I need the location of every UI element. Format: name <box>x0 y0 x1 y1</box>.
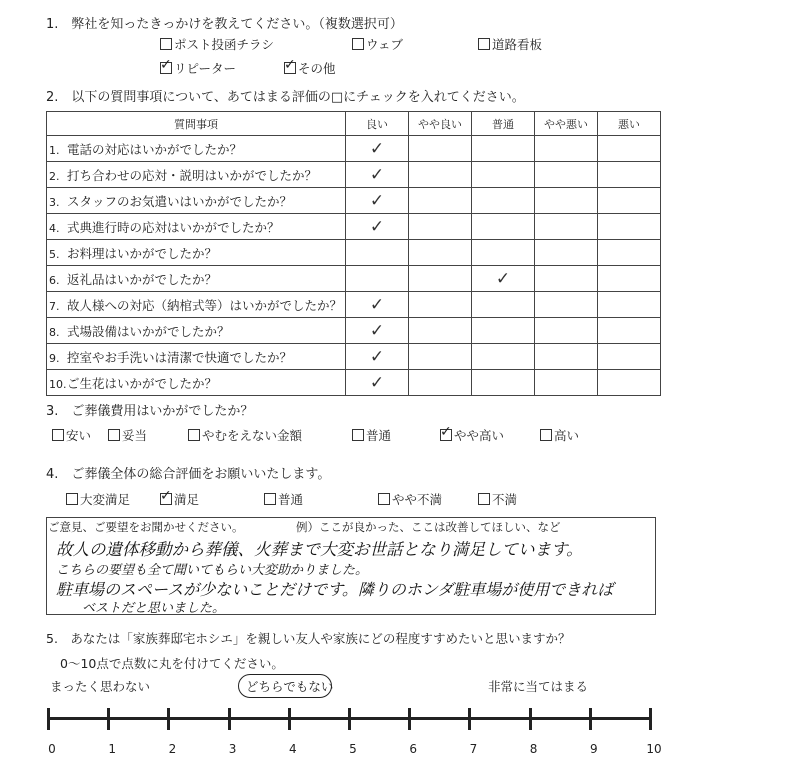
check-mark-icon: ✓ <box>284 57 296 73</box>
rating-table <box>46 111 661 396</box>
check-mark-icon: ✓ <box>369 294 385 315</box>
table-row <box>47 318 661 344</box>
question-number: 2. <box>49 169 60 183</box>
q1-option-other[interactable] <box>284 59 336 77</box>
question-cell <box>47 370 346 396</box>
scale-tick-label[interactable]: 1 <box>108 742 117 756</box>
rating-cell[interactable] <box>409 266 472 292</box>
scale-tick <box>529 708 532 730</box>
q3-option-cheap[interactable] <box>52 426 91 444</box>
scale-right-label: 非常に当てはまる <box>488 679 589 694</box>
scale-left-label: まったく思わない <box>50 679 151 694</box>
question-cell <box>47 266 346 292</box>
check-mark-icon: ✓ <box>160 57 172 73</box>
rating-cell[interactable] <box>472 240 535 266</box>
comment-line-3: 駐車場のスペースが少ないことだけです。隣りのホンダ駐車場が使用できれば <box>56 580 614 599</box>
question-cell <box>47 162 346 188</box>
rating-cell[interactable] <box>535 162 598 188</box>
question-text: お料理はいかがでしたか？ <box>67 245 218 261</box>
comment-line-4: ベストだと思いました。 <box>82 601 226 616</box>
rating-cell[interactable] <box>346 266 409 292</box>
option-label: 満足 <box>174 492 200 507</box>
question-cell <box>47 318 346 344</box>
checkbox[interactable] <box>108 429 120 441</box>
question-cell <box>47 292 346 318</box>
option-label: 道路看板 <box>492 37 543 52</box>
q1-option-web[interactable] <box>352 35 403 53</box>
rating-cell[interactable] <box>535 188 598 214</box>
checkbox-checked[interactable] <box>284 57 296 74</box>
scale-tick <box>167 708 170 730</box>
rating-cell[interactable] <box>598 344 661 370</box>
option-label: やや高い <box>454 428 505 443</box>
table-row <box>47 292 661 318</box>
checkbox-checked[interactable] <box>440 424 452 441</box>
q1-title: 1. 弊社を知ったきっかけを教えてください。（複数選択可） <box>46 17 403 32</box>
scale-tick-label[interactable]: 2 <box>168 742 177 756</box>
rating-cell[interactable] <box>598 266 661 292</box>
scale-tick <box>107 708 110 730</box>
checkbox[interactable] <box>188 429 200 441</box>
check-mark-icon: ✓ <box>369 320 385 341</box>
rating-cell[interactable] <box>535 318 598 344</box>
question-number: 7. <box>49 299 60 313</box>
header-question: 質問事項 <box>47 112 346 136</box>
rating-cell[interactable] <box>409 318 472 344</box>
scale-tick <box>649 708 652 730</box>
option-label: 普通 <box>278 492 304 507</box>
q1-option-billboard[interactable] <box>478 35 542 53</box>
table-row <box>47 188 661 214</box>
rating-cell[interactable] <box>472 318 535 344</box>
rating-cell[interactable] <box>535 370 598 396</box>
scale-tick-label[interactable]: 3 <box>228 742 237 756</box>
question-number: 4. <box>49 221 60 235</box>
question-text: 電話の対応はいかがでしたか？ <box>67 141 243 157</box>
rating-cell[interactable] <box>409 136 472 162</box>
checkbox[interactable] <box>378 493 390 505</box>
check-mark-icon: ✓ <box>369 164 385 185</box>
rating-cell[interactable] <box>598 188 661 214</box>
comment-prompt: ご意見、ご要望をお聞かせください。 <box>48 520 244 534</box>
option-label: やむをえない金額 <box>202 428 303 443</box>
rating-cell[interactable] <box>346 370 409 396</box>
rating-cell[interactable] <box>346 214 409 240</box>
q5-title: 5. あなたは「家族葬邸宅ホシエ」を親しい友人や家族にどの程度すすめたいと思いますか？ <box>46 631 571 646</box>
rating-cell[interactable] <box>598 214 661 240</box>
option-label: 高い <box>554 428 580 443</box>
option-label: 安い <box>66 428 92 443</box>
rating-cell[interactable] <box>346 136 409 162</box>
question-cell <box>47 344 346 370</box>
rating-cell[interactable] <box>535 344 598 370</box>
table-row <box>47 136 661 162</box>
check-mark-icon: ✓ <box>369 346 385 367</box>
question-cell <box>47 188 346 214</box>
question-number: 5. <box>49 247 60 261</box>
question-number: 10. <box>49 377 67 391</box>
question-text: ご生花はいかがでしたか？ <box>67 375 218 391</box>
question-text: 故人様への対応（納棺式等）はいかがでしたか？ <box>67 297 343 313</box>
rating-cell[interactable] <box>409 162 472 188</box>
check-mark-icon: ✓ <box>369 372 385 393</box>
q2-title: 2. 以下の質問事項について、あてはまる評価の□にチェックを入れてください。 <box>46 90 525 105</box>
checkbox[interactable] <box>540 429 552 441</box>
question-text: 式典進行時の応対はいかがでしたか？ <box>67 219 280 235</box>
q3-title: 3. ご葬儀費用はいかがでしたか？ <box>46 404 254 419</box>
comment-example: 例）ここが良かった、ここは改善してほしい、など <box>296 520 561 534</box>
q4-option-satisfied[interactable] <box>160 490 199 508</box>
comment-line-2: こちらの要望も全て聞いてもらい大変助かりました。 <box>56 563 369 578</box>
rating-cell[interactable] <box>346 240 409 266</box>
question-number: 6. <box>49 273 60 287</box>
header-bad: 悪い <box>598 112 661 136</box>
option-label: 普通 <box>366 428 392 443</box>
scale-tick-label[interactable]: 5 <box>349 742 357 756</box>
rating-cell[interactable] <box>346 292 409 318</box>
q3-option-somewhat-expensive[interactable] <box>440 426 504 444</box>
scale-tick <box>408 708 411 730</box>
question-text: 控室やお手洗いは清潔で快適でしたか？ <box>67 349 293 365</box>
rating-cell[interactable] <box>409 240 472 266</box>
rating-cell[interactable] <box>598 318 661 344</box>
check-mark-icon: ✓ <box>160 488 172 504</box>
table-header-row <box>47 112 661 136</box>
rating-cell[interactable] <box>472 266 535 292</box>
checkbox[interactable] <box>352 429 364 441</box>
scale-middle-label: どちらでもない <box>246 679 334 694</box>
question-text: スタッフのお気遣いはいかがでしたか？ <box>67 193 293 209</box>
rating-cell[interactable] <box>535 136 598 162</box>
rating-cell[interactable] <box>346 318 409 344</box>
rating-cell[interactable] <box>472 370 535 396</box>
scale-tick-label[interactable]: 0 <box>48 742 56 756</box>
rating-cell[interactable] <box>598 292 661 318</box>
option-label: ポスト投函チラシ <box>174 37 275 52</box>
scale-tick-label[interactable]: 4 <box>288 742 297 756</box>
scale-tick-label[interactable]: 6 <box>409 742 418 756</box>
question-cell <box>47 214 346 240</box>
q3-option-unavoidable[interactable] <box>188 426 302 444</box>
q1-option-repeater[interactable] <box>160 59 236 77</box>
rating-cell[interactable] <box>598 240 661 266</box>
table-row <box>47 214 661 240</box>
option-label: 不満 <box>492 492 518 507</box>
checkbox[interactable] <box>52 429 64 441</box>
scale-tick-label[interactable]: 9 <box>589 742 598 756</box>
q4-option-normal[interactable] <box>264 490 303 508</box>
check-mark-icon: ✓ <box>369 216 385 237</box>
checkbox[interactable] <box>478 493 490 505</box>
q4-option-somewhat-dissatisfied[interactable] <box>378 490 442 508</box>
checkbox[interactable] <box>352 38 364 50</box>
rating-cell[interactable] <box>598 136 661 162</box>
table-row <box>47 240 661 266</box>
question-text: 式場設備はいかがでしたか？ <box>67 323 230 339</box>
rating-cell[interactable] <box>409 214 472 240</box>
rating-cell[interactable] <box>535 240 598 266</box>
question-number: 9. <box>49 351 60 365</box>
check-mark-icon: ✓ <box>369 190 385 211</box>
rating-cell[interactable] <box>472 136 535 162</box>
scale-tick <box>228 708 231 730</box>
checkbox-checked[interactable] <box>160 488 172 505</box>
question-number: 8. <box>49 325 60 339</box>
question-number: 1. <box>49 143 60 157</box>
option-label: 大変満足 <box>80 492 131 507</box>
question-cell <box>47 240 346 266</box>
checkbox[interactable] <box>160 38 172 50</box>
rating-cell[interactable] <box>535 214 598 240</box>
rating-cell[interactable] <box>472 214 535 240</box>
q3-option-expensive[interactable] <box>540 426 579 444</box>
q3-option-reasonable[interactable] <box>108 426 147 444</box>
scale-tick-label[interactable]: 8 <box>529 742 538 756</box>
check-mark-icon: ✓ <box>440 424 452 440</box>
option-label: その他 <box>298 61 336 76</box>
rating-cell[interactable] <box>535 292 598 318</box>
rating-cell[interactable] <box>346 188 409 214</box>
rating-cell[interactable] <box>409 292 472 318</box>
checkbox[interactable] <box>264 493 276 505</box>
scale-tick <box>468 708 471 730</box>
check-mark-icon: ✓ <box>495 268 511 289</box>
check-mark-icon: ✓ <box>369 138 385 159</box>
scale-tick <box>47 708 50 730</box>
q4-option-dissatisfied[interactable] <box>478 490 517 508</box>
table-row <box>47 162 661 188</box>
rating-cell[interactable] <box>472 292 535 318</box>
question-text: 打ち合わせの応対・説明はいかがでしたか？ <box>67 167 318 183</box>
header-fairly-bad: やや悪い <box>535 112 598 136</box>
header-fairly-good: やや良い <box>409 112 472 136</box>
rating-cell[interactable] <box>598 370 661 396</box>
checkbox[interactable] <box>66 493 78 505</box>
option-label: ウェブ <box>366 37 404 52</box>
question-number: 3. <box>49 195 60 209</box>
rating-cell[interactable] <box>409 188 472 214</box>
rating-cell[interactable] <box>598 162 661 188</box>
q4-title: 4. ご葬儀全体の総合評価をお願いいたします。 <box>46 467 331 482</box>
scale-tick <box>348 708 351 730</box>
scale-tick <box>288 708 291 730</box>
q4-option-very-satisfied[interactable] <box>66 490 130 508</box>
rating-cell[interactable] <box>535 266 598 292</box>
header-average: 普通 <box>472 112 535 136</box>
q1-option-flyer[interactable] <box>160 35 274 53</box>
question-text: 返礼品はいかがでしたか？ <box>67 271 218 287</box>
option-label: やや不満 <box>392 492 443 507</box>
q5-instruction: 0〜10点で点数に丸を付けてください。 <box>60 656 284 671</box>
checkbox[interactable] <box>478 38 490 50</box>
q3-option-normal[interactable] <box>352 426 391 444</box>
table-row <box>47 370 661 396</box>
table-row <box>47 266 661 292</box>
rating-cell[interactable] <box>472 162 535 188</box>
checkbox-checked[interactable] <box>160 57 172 74</box>
header-good: 良い <box>346 112 409 136</box>
comment-line-1: 故人の遺体移動から葬儀、火葬まで大変お世話となり満足しています。 <box>56 540 583 559</box>
question-cell <box>47 136 346 162</box>
scale-tick-label[interactable]: 7 <box>469 742 478 756</box>
option-label: 妥当 <box>122 428 148 443</box>
rating-cell[interactable] <box>409 370 472 396</box>
rating-cell[interactable] <box>472 344 535 370</box>
scale-tick-label[interactable]: 10 <box>646 742 662 756</box>
option-label: リピーター <box>174 61 237 76</box>
rating-cell[interactable] <box>346 162 409 188</box>
scale-tick <box>589 708 592 730</box>
rating-cell[interactable] <box>409 344 472 370</box>
rating-cell[interactable] <box>472 188 535 214</box>
table-row <box>47 344 661 370</box>
rating-cell[interactable] <box>346 344 409 370</box>
